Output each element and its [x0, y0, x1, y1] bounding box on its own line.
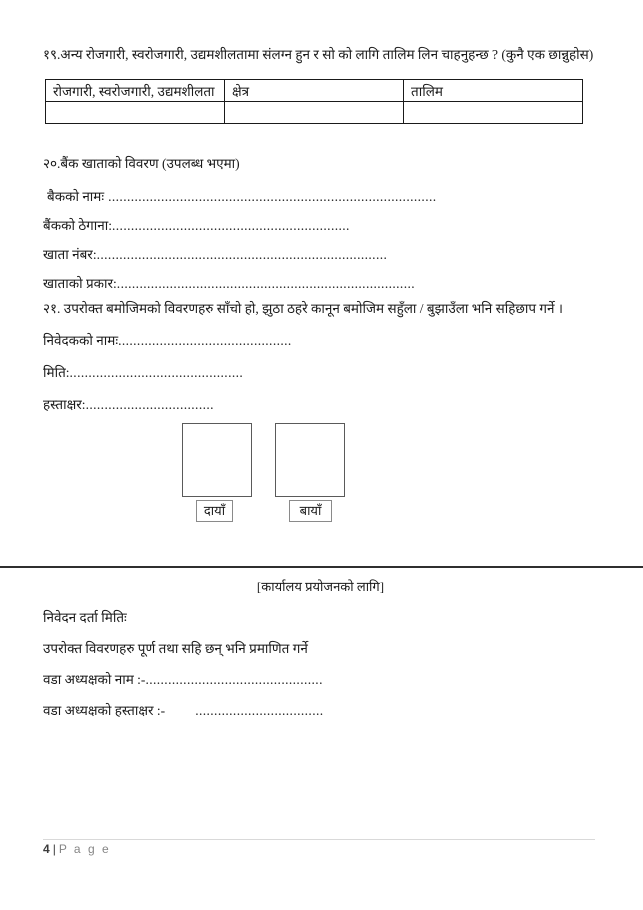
ward-chair-signature-label: वडा अध्यक्षको हस्ताक्षर :-: [43, 703, 166, 718]
table-header-row: [46, 80, 583, 102]
table-cell-empty: [404, 102, 583, 124]
left-thumbprint-box: [275, 423, 345, 497]
ward-chair-name-label: वडा अध्यक्षको नाम :-: [43, 672, 146, 687]
footer-divider: |: [52, 842, 56, 856]
ward-chair-signature-dotted-line: ..................................: [195, 703, 324, 718]
certify-statement: उपरोक्त विवरणहरु पूर्ण तथा सहि छन् भनि प्रमाणित गर्ने: [43, 641, 308, 656]
signature-dotted-line: ..................................: [85, 397, 214, 412]
q19-question-text: १९.अन्य रोजगारी, स्वरोजगारी, उद्यमशीलतामा संलग्न हुन र सो को लागि तालिम लिन चाहनुहन्छ ? (कुनै एक छान्नुहोस): [43, 47, 594, 62]
footer-rule: [43, 839, 595, 840]
bank-address-label: बैंकको ठेगाना:: [43, 218, 112, 233]
q20-heading: २०.बैंक खाताको विवरण (उपलब्ध भएमा): [43, 156, 240, 171]
table-header-employment: रोजगारी, स्वरोजगारी, उद्यमशीलता: [46, 80, 225, 102]
ward-chair-name-dotted-line: ...............................................: [145, 672, 323, 687]
account-type-field: [43, 275, 598, 293]
date-field: [43, 364, 598, 382]
office-use-heading: [कार्यालय प्रयोजनको लागि]: [256, 579, 385, 594]
q21-declaration-text: २१. उपरोक्त बमोजिमको विवरणहरु साँचो हो, झुठा ठहरे कानून बमोजिम सहुँला / बुझाउँला भनि सहिछाप गर्ने ।: [43, 301, 563, 316]
bank-name-field: [43, 188, 598, 206]
account-type-dotted-line: ...............................................................................: [116, 276, 416, 291]
table-header-sector: क्षेत्र: [225, 80, 404, 102]
signature-label: हस्ताक्षर:: [43, 397, 86, 412]
page-number: 4: [43, 842, 50, 856]
section-q21: [43, 300, 598, 428]
section-divider-line: [0, 566, 643, 568]
left-thumbprint-label: बायाँ: [289, 500, 332, 522]
right-thumbprint-box: [182, 423, 252, 497]
applicant-name-label: निवेदकको नामः: [43, 333, 119, 348]
table-cell-empty: [46, 102, 225, 124]
bank-address-field: [43, 217, 598, 235]
page-footer: [43, 842, 111, 856]
bank-name-dotted-line: .......................................................................................: [108, 189, 437, 204]
table-row: [46, 102, 583, 124]
account-number-label: खाता नंबर:: [43, 247, 97, 262]
table-cell-empty: [225, 102, 404, 124]
ward-chair-name-field: [43, 671, 598, 689]
section-q19: [43, 46, 598, 124]
account-number-field: [43, 246, 598, 264]
section-q20: [43, 155, 598, 304]
footer-page-label: P a g e: [58, 842, 111, 856]
date-dotted-line: ..............................................: [69, 365, 244, 380]
signature-field: [43, 396, 598, 414]
account-number-dotted-line: .............................................................................: [96, 247, 388, 262]
bank-address-dotted-line: ...............................................................: [112, 218, 350, 233]
q19-training-table: [45, 79, 583, 124]
applicant-name-field: [43, 332, 598, 350]
account-type-label: खाताको प्रकार:: [43, 276, 117, 291]
section-office-use: [43, 577, 598, 733]
ward-chair-signature-field: [43, 702, 598, 720]
table-header-training: तालिम: [404, 80, 583, 102]
applicant-name-dotted-line: ..............................................: [118, 333, 292, 348]
registration-date-label: निवेदन दर्ता मितिः: [43, 610, 127, 625]
date-label: मिति:: [43, 365, 70, 380]
bank-name-label: बैकको नामः: [47, 189, 105, 204]
right-thumbprint-label: दायाँ: [196, 500, 233, 522]
